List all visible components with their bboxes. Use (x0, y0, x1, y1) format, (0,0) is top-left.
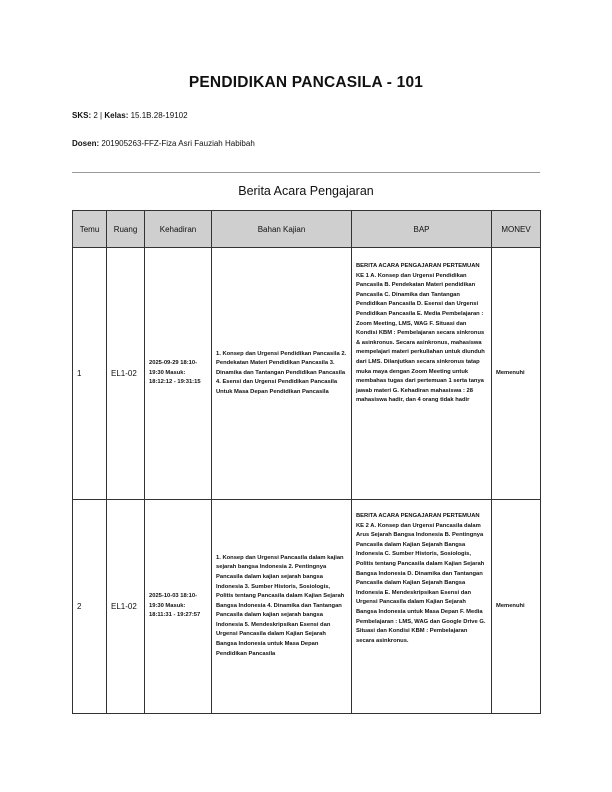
dosen-value: 201905263-FFZ-Fiza Asri Fauziah Habibah (101, 139, 255, 148)
bahan-kajian-cell: 1. Konsep dan Urgensi Pancasila dalam kajian sejarah bangsa Indonesia 2. Pentingnya Pancasila dalam kajian sejarah bangsa Indonesia 3. Sumber Historis, Sosiologis, Politis tentang Pancasila dalam Kajian Sejarah Bangsa Indonesia 4. Dinamika dan Tantangan Pancasila dalam kajian sejarah bangsa Indonesia 5. Mendeskripsikan Esensi dan Urgensi Pancasila dalam Kajian Sejarah Bangsa Indonesia untuk Masa Depan Pendidikan Pancasila (212, 500, 352, 714)
table-row (73, 248, 541, 500)
sks-label: SKS: (72, 111, 92, 120)
temu-cell: 2 (73, 500, 107, 714)
teaching-record-table (72, 210, 541, 714)
header-monev: MONEV (492, 211, 541, 248)
kehadiran-cell: 2025-10-03 18:10-19:30 Masuk: 18:11:31 - 19:27:57 (145, 500, 212, 714)
bap-cell: BERITA ACARA PENGAJARAN PERTEMUAN KE 1 A. Konsep dan Urgensi Pendidikan Pancasila B. Pendekatan Materi pendidikan Pancasila C. Dinamika dan Tantangan Pendidikan Pancasila D. Esensi dan Urgensi Pendidikan Pancasila E. Media Pembelajaran : Zoom Meeting, LMS, WAG F. Situasi dan Kondisi KBM : Pembelajaran secara sinkronus & asinkronus. Secara asinkronus, mahasiswa mempelajari materi perkuliahan untuk diunduh dari LMS. Dilanjutkan secara sinkronus tatap muka maya dengan Zoom Meeting untuk membahas tugas dari pertemuan 1 serta tanya jawab materi G. Kehadiran mahasiswa : 28 mahasiswa hadir, dan 4 orang tidak hadir (352, 248, 492, 500)
sks-value: 2 (93, 111, 98, 120)
kelas-label: Kelas: (104, 111, 129, 120)
ruang-cell: EL1-02 (107, 248, 145, 500)
ruang-cell: EL1-02 (107, 500, 145, 714)
section-title: Berita Acara Pengajaran (238, 184, 374, 198)
table-header-row (73, 211, 541, 248)
table-row (73, 500, 541, 714)
header-ruang: Ruang (107, 211, 145, 248)
header-bap: BAP (352, 211, 492, 248)
course-title: PENDIDIKAN PANCASILA - 101 (188, 74, 424, 91)
bap-cell: BERITA ACARA PENGAJARAN PERTEMUAN KE 2 A. Konsep dan Urgensi Pancasila dalam Arus Sejarah Bangsa Indonesia B. Pentingnya Pancasila dalam Kajian Sejarah Bangsa Indonesia C. Sumber Historis, Sosiologis, Politis tentang Pancasila dalam Kajian Sejarah Bangsa Indonesia D. Dinamika dan Tantangan Pancasila dalam Kajian Sejarah Bangsa Indonesia E. Mendeskripsikan Esensi dan Urgensi Pancasila dalam Kajian Sejarah Bangsa Indonesia untuk Masa Depan F. Media Pembelajaran : LMS, WAG dan Google Drive G. Situasi dan Kondisi KBM : Pembelajaran secara asinkronus. (352, 500, 492, 714)
monev-cell: Memenuhi (492, 500, 541, 714)
header-temu: Temu (73, 211, 107, 248)
kehadiran-cell: 2025-09-29 18:10-19:30 Masuk: 18:12:12 - 19:31:15 (145, 248, 212, 500)
meta-separator: | (100, 111, 103, 120)
kelas-value: 15.1B.28-19102 (130, 111, 188, 120)
bahan-kajian-cell: 1. Konsep dan Urgensi Pendidikan Pancasila 2. Pendekatan Materi Pendidikan Pancasila 3. Dinamika dan Tantangan Pendidikan Pancasila 4. Esensi dan Urgensi Pendidikan Pancasila Untuk Masa Depan Pendidikan Pancasila (212, 248, 352, 500)
monev-cell: Memenuhi (492, 248, 541, 500)
lecturer-line (72, 139, 255, 148)
course-meta-line (72, 111, 188, 120)
dosen-label: Dosen: (72, 139, 100, 148)
divider (72, 172, 540, 173)
temu-cell: 1 (73, 248, 107, 500)
header-kehadiran: Kehadiran (145, 211, 212, 248)
header-bahan-kajian: Bahan Kajian (212, 211, 352, 248)
